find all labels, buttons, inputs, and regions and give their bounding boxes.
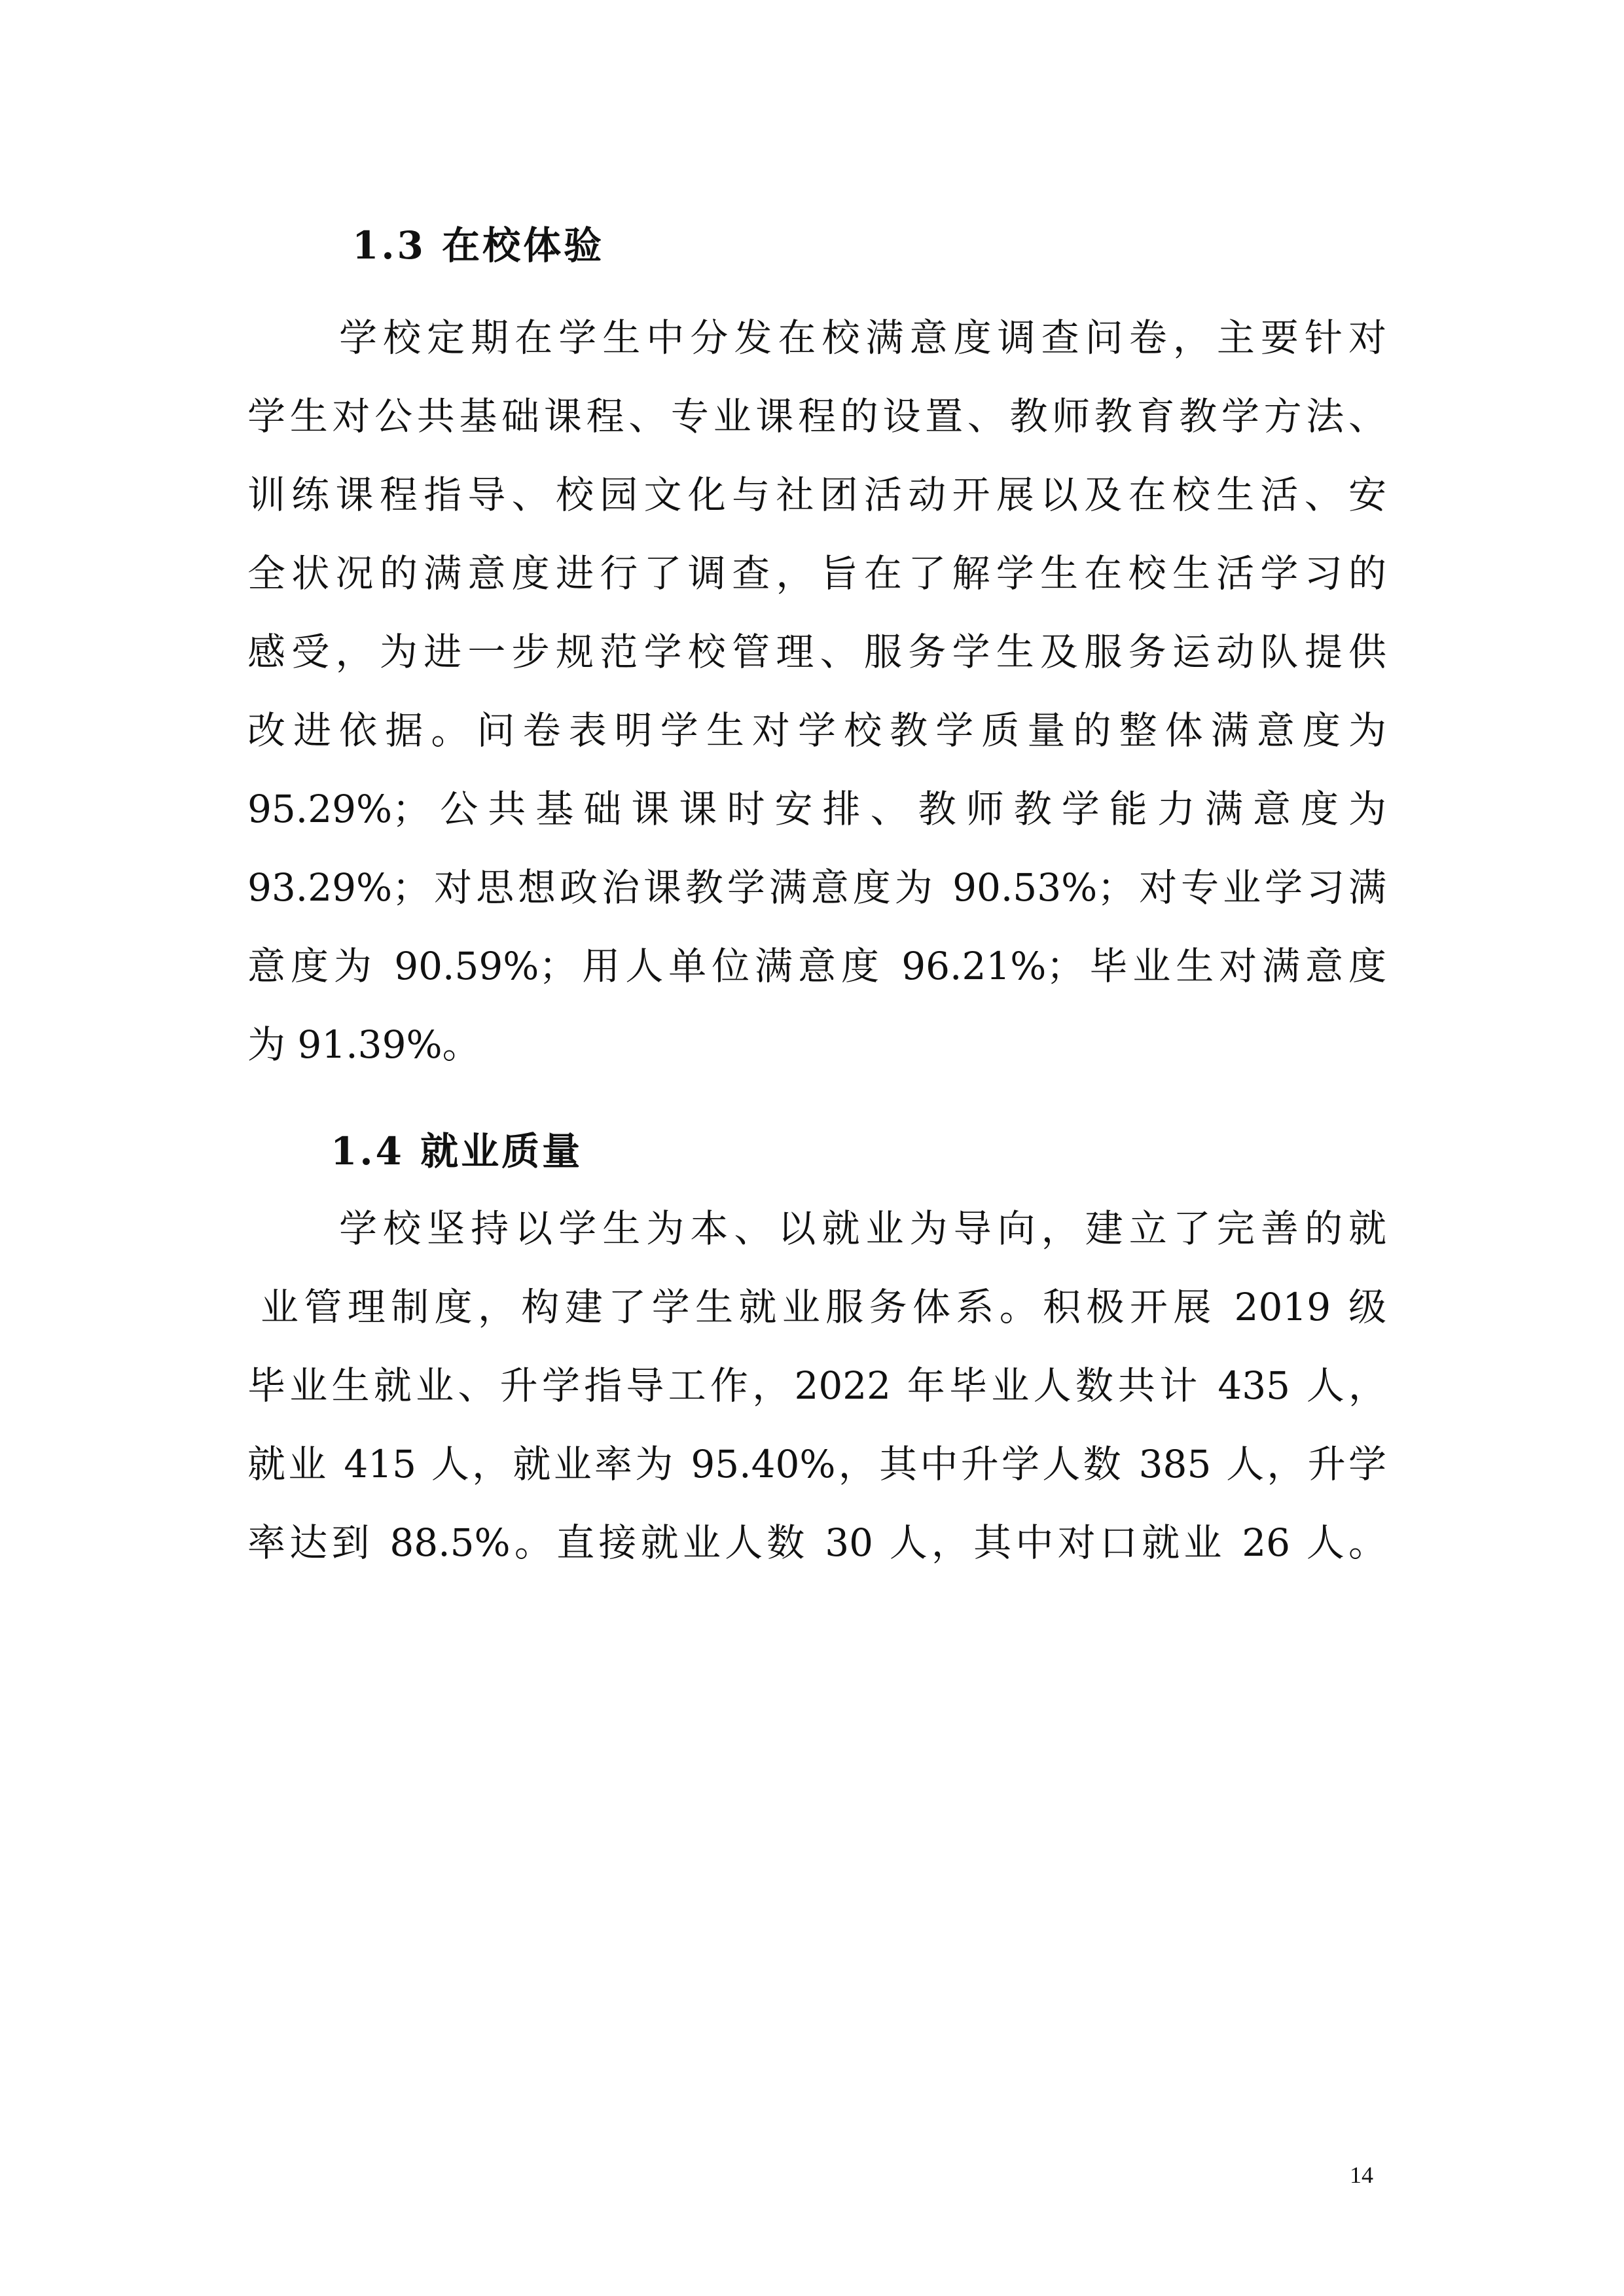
paragraph-line: 意度为 90.59%；用人单位满意度 96.21%；毕业生对满意度 [247,944,1386,988]
paragraph-line: 业管理制度，构建了学生就业服务体系。积极开展 2019 级 [261,1285,1386,1329]
paragraph-line: 改进依据。问卷表明学生对学校教学质量的整体满意度为 [247,708,1386,753]
paragraph-line: 毕业生就业、升学指导工作，2022 年毕业人数共计 435 人， [247,1363,1386,1408]
paragraph-line: 率达到 88.5%。直接就业人数 30 人，其中对口就业 26 人。 [247,1520,1386,1565]
paragraph-line: 学校定期在学生中分发在校满意度调查问卷，主要针对 [339,315,1386,360]
paragraph-line: 学校坚持以学生为本、以就业为导向，建立了完善的就 [339,1206,1386,1251]
paragraph-line: 训练课程指导、校园文化与社团活动开展以及在校生活、安 [247,473,1386,517]
paragraph-line: 93.29%；对思想政治课教学满意度为 90.53%；对专业学习满 [247,865,1386,910]
paragraph-line: 95.29%；公共基础课课时安排、教师教学能力满意度为 [247,787,1386,831]
paragraph-line: 全状况的满意度进行了调查，旨在了解学生在校生活学习的 [247,551,1386,596]
section-heading-1-3: 1.3 在校体验 [352,223,605,268]
paragraph-line: 感受，为进一步规范学校管理、服务学生及服务运动队提供 [247,630,1386,674]
paragraph-line: 为 91.39%。 [247,1022,480,1067]
section-heading-1-4: 1.4 就业质量 [331,1129,583,1174]
paragraph-line: 就业 415 人，就业率为 95.40%，其中升学人数 385 人，升学 [247,1442,1386,1486]
page-number: 14 [1350,2162,1373,2188]
paragraph-line: 学生对公共基础课程、专业课程的设置、教师教育教学方法、 [247,394,1386,439]
